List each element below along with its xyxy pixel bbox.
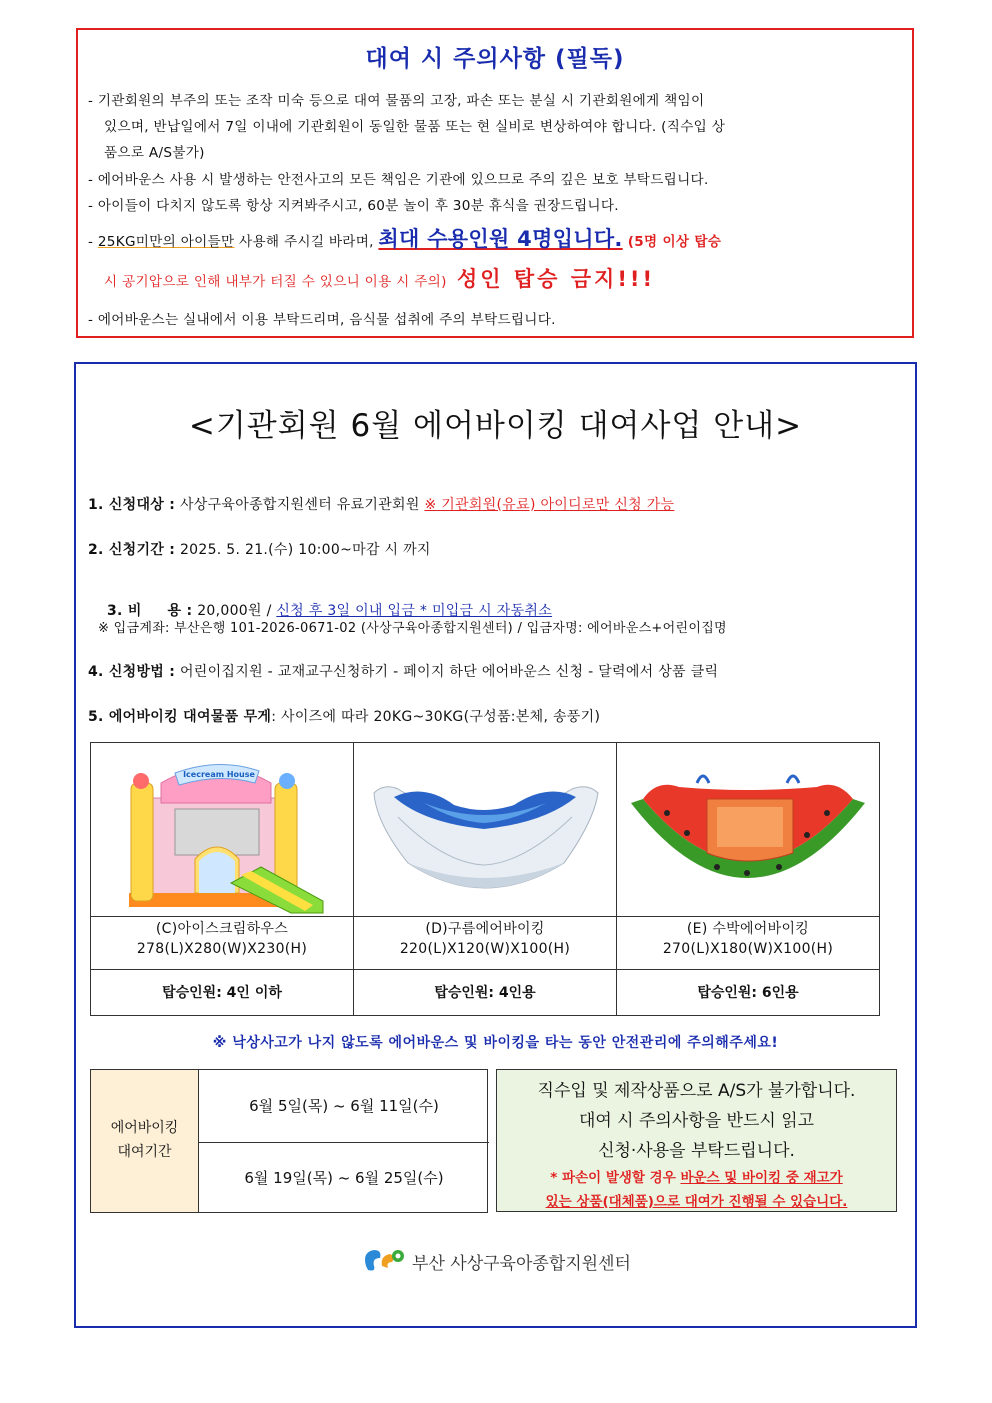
warning-line-capacity (88, 224, 721, 257)
safety-notice: ※ 낙상사고가 나지 않도록 에어바운스 및 바이킹을 타는 동안 안전관리에 주의해주세요! (212, 1035, 779, 1051)
warning-line: - 에어바운스는 실내에서 이용 부탁드리며, 음식물 섭취에 주의 부탁드립니다. (88, 312, 556, 328)
stock-note: 바운스 및 바이킹 중 재고가 (680, 1170, 843, 1186)
rental-period-table (90, 1069, 488, 1213)
item-method (88, 661, 718, 681)
item-value: 20,000원 / (192, 603, 277, 619)
product-name: (E) 수박에어바이킹 (686, 921, 810, 937)
icecream-house-image (91, 743, 353, 917)
product-cloud (354, 743, 617, 1015)
item-label: 1. 신청대상 : (88, 497, 176, 513)
watermelon-viking-image (617, 743, 879, 917)
item-value: : 사이즈에 따라 20KG~30KG(구성품:본체, 송풍기) (271, 709, 601, 725)
product-capacity: 탑승인원: 6인용 (617, 969, 879, 1017)
period-label-line: 에어바이킹 (110, 1120, 179, 1136)
product-capacity: 탑승인원: 4인용 (354, 969, 616, 1017)
warning-box (76, 28, 914, 338)
as-notice-box (496, 1069, 897, 1212)
as-notice-red: 있는 상품(대체품)으로 대여가 진행될 수 있습니다. (545, 1194, 848, 1210)
product-size: 220(L)X120(W)X100(H) (399, 941, 571, 957)
product-name: (D)구름에어바이킹 (425, 921, 545, 937)
item-value: 어린이집지원 - 교재교구신청하기 - 페이지 하단 에어바운스 신청 - 달력에서 상품 클릭 (175, 664, 719, 680)
as-notice-line: 대여 시 주의사항을 반드시 읽고 (578, 1111, 815, 1131)
item-note: 신청 후 3일 이내 입금 * 미입금 시 자동취소 (276, 603, 553, 619)
warning-line: - 에어바운스 사용 시 발생하는 안전사고의 모든 책임은 기관에 있으므로 주의 깊은 보호 부탁드립니다. (88, 172, 709, 188)
as-notice-red (497, 1166, 896, 1190)
item-label: 4. 신청방법 : (88, 664, 176, 680)
adult-ban: 성인 탑승 금지!!! (446, 267, 656, 291)
item-value: 사상구육아종합지원센터 유료기관회원 (175, 497, 425, 513)
item-label: 2. 신청기간 : (88, 542, 176, 558)
period-label (91, 1070, 199, 1212)
account-note: ※ 입금계좌: 부산은행 101-2026-0671-02 (사상구육아종합지원센터) / 입금자명: 에어바운스+어린이집명 (98, 621, 727, 636)
item-label: 5. 에어바이킹 대여물품 무게 (88, 709, 272, 725)
product-watermelon (617, 743, 879, 1015)
warning-line: 있으며, 반납일에서 7일 이내에 기관회원이 동일한 물품 또는 현 실비로 변상하여야 합니다. (직수입 상 (104, 119, 726, 135)
product-name: (C)아이스크림하우스 (155, 921, 289, 937)
period-row-2: 6월 19일(목) ~ 6월 25일(수) (199, 1142, 489, 1214)
pressure-warning: 시 공기압으로 인해 내부가 터질 수 있으니 이용 시 주의) (104, 274, 447, 290)
product-capacity: 탑승인원: 4인 이하 (91, 969, 353, 1017)
shop-sign: Icecream House (183, 770, 255, 779)
capacity-warning: (5명 이상 탑승 (622, 234, 722, 250)
warning-title: 대여 시 주의사항 (필독) (365, 46, 625, 72)
product-size: 278(L)X280(W)X230(H) (136, 941, 308, 957)
center-logo-icon (360, 1244, 406, 1279)
footer (76, 1244, 915, 1279)
item-target (88, 494, 674, 514)
cloud-viking-image (354, 743, 616, 917)
damage-note: * 파손이 발생할 경우 (550, 1170, 681, 1186)
item-value: 2025. 5. 21.(수) 10:00~마감 시 까지 (175, 542, 431, 558)
warning-line: 품으로 A/S불가) (104, 145, 205, 161)
text: 사용해 주시길 바라며, (234, 234, 379, 250)
product-table (90, 742, 880, 1016)
warning-line: - 아이들이 다치지 않도록 항상 지켜봐주시고, 60분 놀이 후 30분 휴식을 권장드립니다. (88, 198, 619, 214)
item-note: ※ 기관회원(유료) 아이디로만 신청 가능 (424, 497, 675, 513)
warning-line-adult (104, 264, 655, 297)
page-title: <기관회원 6월 에어바이킹 대여사업 안내> (188, 408, 803, 444)
product-icecream (91, 743, 354, 1015)
warning-line: - 기관회원의 부주의 또는 조작 미숙 등으로 대여 물품의 고장, 파손 또는 분실 시 기관회원에게 책임이 (88, 93, 705, 109)
max-capacity: 최대 수용인원 4명입니다. (378, 227, 623, 251)
item-weight (88, 706, 600, 726)
item-label: 3. 비 용 : (107, 603, 193, 619)
dash: - (88, 234, 98, 250)
center-name: 부산 사상구육아종합지원센터 (412, 1254, 631, 1274)
as-notice-line: 신청·사용을 부탁드립니다. (598, 1141, 795, 1161)
weight-limit: 25KG미만의 아이들만 (97, 234, 235, 250)
item-period (88, 539, 431, 559)
product-size: 270(L)X180(W)X100(H) (662, 941, 834, 957)
period-row-1: 6월 5일(목) ~ 6월 11일(수) (249, 1097, 439, 1115)
rental-info-box (74, 362, 917, 1328)
period-label-line: 대여기간 (117, 1144, 172, 1160)
as-notice-line: 직수입 및 제작상품으로 A/S가 불가합니다. (537, 1081, 856, 1101)
